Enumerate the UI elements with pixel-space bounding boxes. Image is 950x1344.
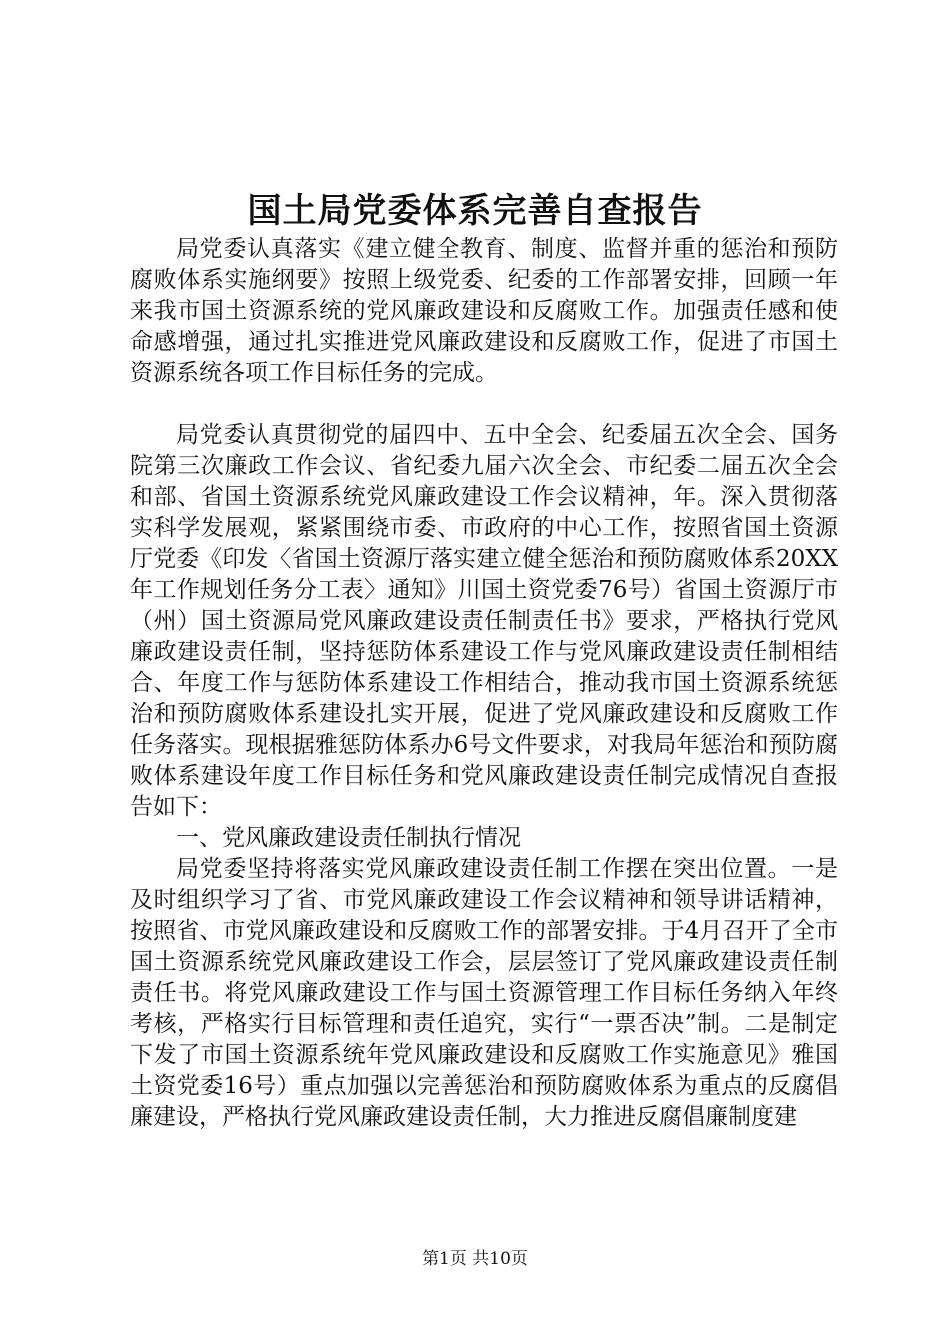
page-number: 第1页 共10页 — [422, 1249, 528, 1269]
document-body — [130, 234, 838, 1133]
paragraph-section-1: 局党委坚持将落实党风廉政建设责任制工作摆在突出位置。一是及时组织学习了省、市党风廉政建设工作会议精神和领导讲话精神，按照省、市党风廉政建设和反腐败工作的部署安排。于4月召开了全市国土资源系统党风廉政建设工作会，层层签订了党风廉政建设责任制责任书。将党风廉政建设工作与国土资源管理工作目标任务纳入年终考核，严格实行目标管理和责任追究，实行“一票否决”制。二是制定下发了市国土资源系统年党风廉政建设和反腐败工作实施意见》雅国土资党委16号）重点加强以完善惩治和预防腐败体系为重点的反腐倡廉建设，严格执行党风廉政建设责任制，大力推进反腐倡廉制度建 — [130, 856, 838, 1130]
paragraph-background: 局党委认真贯彻党的届四中、五中全会、纪委届五次全会、国务院第三次廉政工作会议、省纪委九届六次全会、市纪委二届五次全会和部、省国土资源系统党风廉政建设工作会议精神，年。深入贯彻落实科学发展观，紧紧围绕市委、市政府的中心工作，按照省国土资源厅党委《印发〈省国土资源厅落实建立健全惩治和预防腐败体系20XX年工作规划任务分工表〉通知》川国土资党委76号）省国土资源厅市（州）国土资源局党风廉政建设责任制责任书》要求，严格执行党风廉政建设责任制，坚持惩防体系建设工作与党风廉政建设责任制相结合、年度工作与惩防体系建设工作相结合，推动我市国土资源系统惩治和预防腐败体系建设扎实开展，促进了党风廉政建设和反腐败工作任务落实。现根据雅惩防体系办6号文件要求，对我局年惩治和预防腐败体系建设年度工作目标任务和党风廉政建设责任制完成情况自查报告如下： — [130, 422, 838, 820]
paragraph-intro: 局党委认真落实《建立健全教育、制度、监督并重的惩治和预防腐败体系实施纲要》按照上级党委、纪委的工作部署安排，回顾一年来我市国土资源系统的党风廉政建设和反腐败工作。加强责任感和使命感增强，通过扎实推进党风廉政建设和反腐败工作，促进了市国土资源系统各项工作目标任务的完成。 — [130, 236, 838, 386]
section-heading: 一、党风廉政建设责任制执行情况 — [176, 825, 521, 851]
document-title: 国土局党委体系完善自查报告 — [247, 191, 703, 231]
